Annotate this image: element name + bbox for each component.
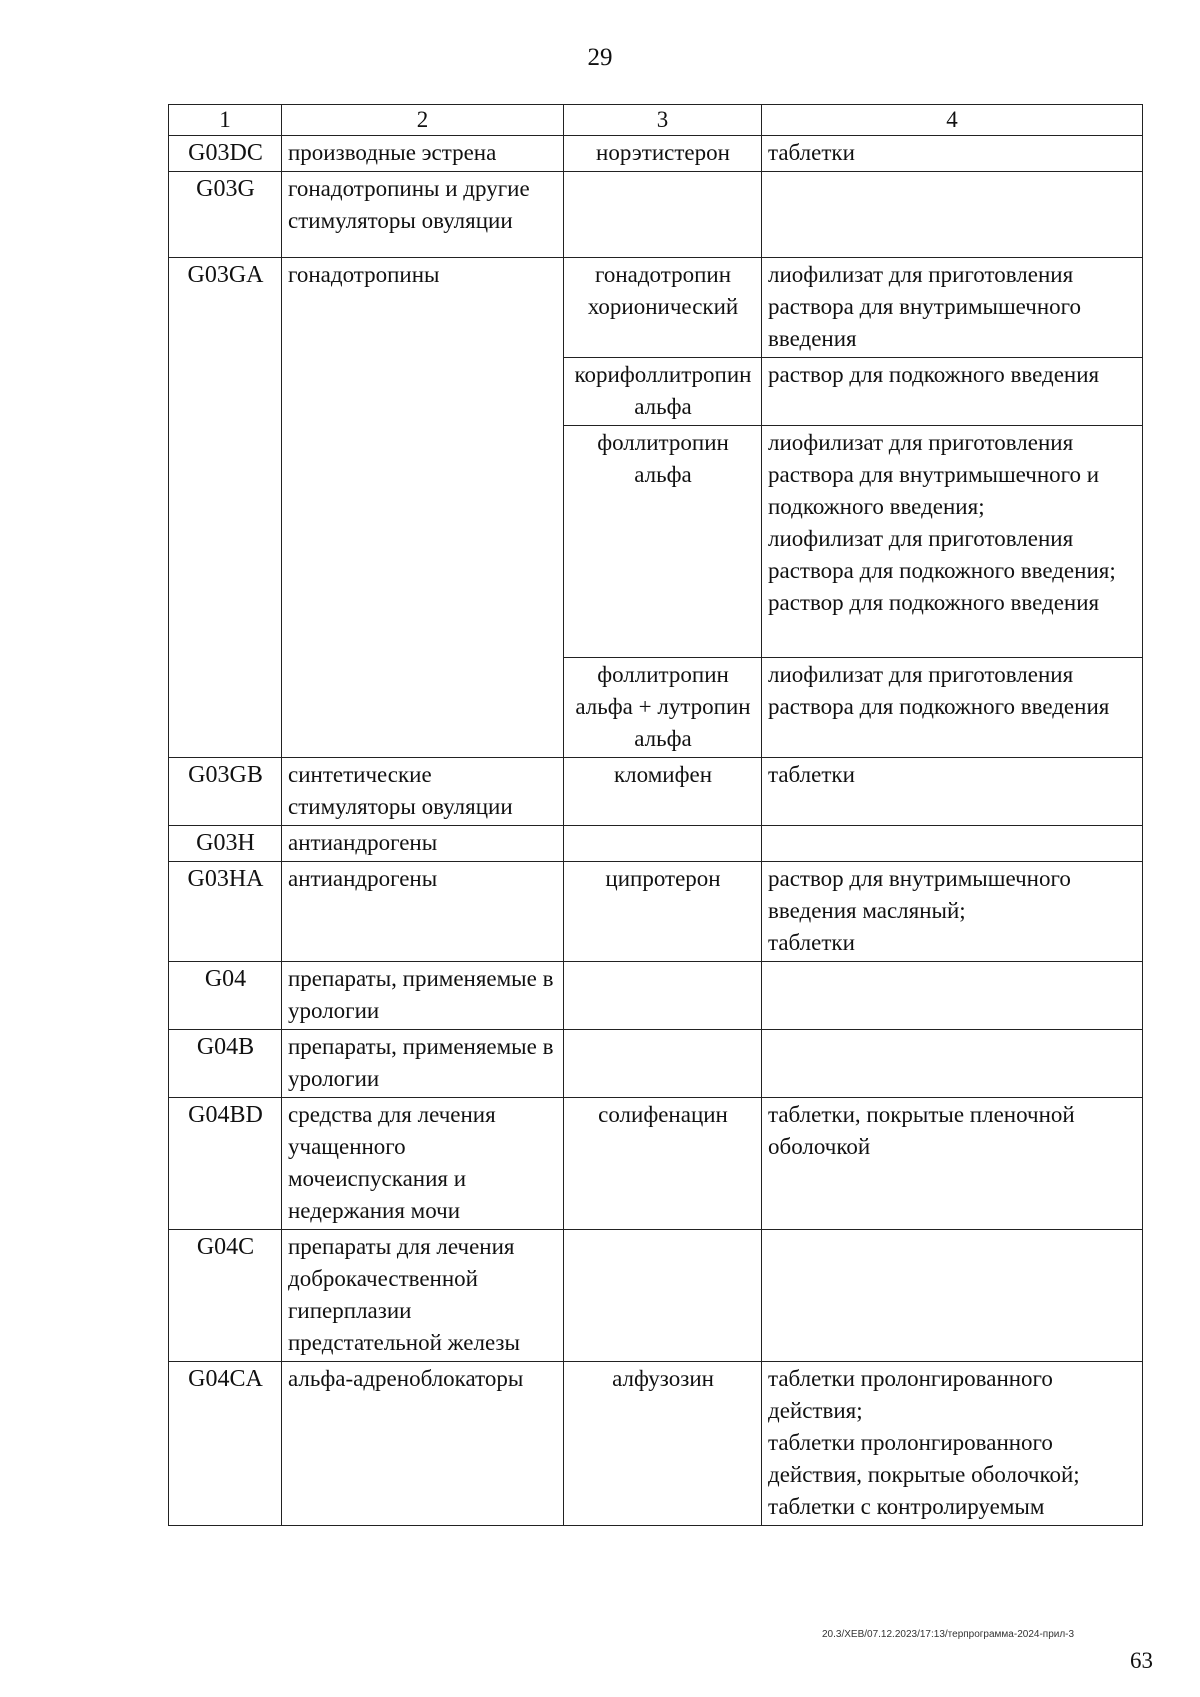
table-row: [169, 136, 1143, 172]
dosage-forms-cell: [762, 258, 1143, 358]
table-row: [169, 172, 1143, 258]
dosage-form-item: таблетки пролонгированного действия, покрытые оболочкой;: [768, 1430, 1080, 1487]
table-header-row: [169, 105, 1143, 136]
atc-code-cell: G04: [169, 962, 282, 1030]
pharmacological-group-cell: препараты, применяемые в урологии: [282, 1030, 564, 1098]
dosage-forms-cell: [762, 1030, 1143, 1098]
dosage-form-item: лиофилизат для приготовления раствора для подкожного введения;: [768, 526, 1116, 583]
pharmacological-group-cell: гонадотропины и другие стимуляторы овуляции: [282, 172, 564, 258]
dosage-forms-cell: [762, 172, 1143, 258]
pharmacological-group-cell: производные эстрена: [282, 136, 564, 172]
pharmacological-group-cell: гонадотропины: [282, 258, 564, 758]
drug-name-cell: корифоллитропин альфа: [564, 358, 762, 426]
drug-name-cell: [564, 826, 762, 862]
table-row: [169, 1030, 1143, 1098]
dosage-forms-cell: [762, 426, 1143, 658]
table-row: [169, 962, 1143, 1030]
dosage-form-item: раствор для внутримышечного введения масляный;: [768, 866, 1071, 923]
pharmacological-group-cell: альфа-адреноблокаторы: [282, 1362, 564, 1526]
dosage-form-item: таблетки, покрытые пленочной оболочкой: [768, 1102, 1075, 1159]
drug-name-cell: алфузозин: [564, 1362, 762, 1526]
dosage-forms-cell: [762, 862, 1143, 962]
pharmacological-group-cell: препараты для лечения доброкачественной гиперплазии предстательной железы: [282, 1230, 564, 1362]
column-header-code: 1: [169, 105, 282, 136]
atc-code-cell: G04C: [169, 1230, 282, 1362]
dosage-forms-cell: [762, 826, 1143, 862]
pharmacological-group-cell: препараты, применяемые в урологии: [282, 962, 564, 1030]
dosage-form-item: таблетки с контролируемым: [768, 1494, 1045, 1519]
dosage-forms-cell: [762, 1362, 1143, 1526]
atc-code-cell: G03GA: [169, 258, 282, 758]
pharmacological-group-cell: антиандрогены: [282, 826, 564, 862]
drug-name-cell: [564, 1030, 762, 1098]
drug-name-cell: фоллитропин альфа: [564, 426, 762, 658]
pharmacological-group-cell: средства для лечения учащенного мочеиспускания и недержания мочи: [282, 1098, 564, 1230]
atc-code-cell: G04CA: [169, 1362, 282, 1526]
column-header-forms: 4: [762, 105, 1143, 136]
drug-name-cell: солифенацин: [564, 1098, 762, 1230]
drug-name-cell: гонадотропин хорионический: [564, 258, 762, 358]
dosage-forms-cell: [762, 136, 1143, 172]
atc-code-cell: G03G: [169, 172, 282, 258]
dosage-form-item: лиофилизат для приготовления раствора для внутримышечного и подкожного введения;: [768, 430, 1100, 519]
atc-code-cell: G04BD: [169, 1098, 282, 1230]
drug-name-cell: [564, 172, 762, 258]
atc-code-cell: G03HA: [169, 862, 282, 962]
dosage-form-item: таблетки: [768, 762, 855, 787]
drug-name-cell: норэтистерон: [564, 136, 762, 172]
drug-name-cell: ципротерон: [564, 862, 762, 962]
table-row: [169, 862, 1143, 962]
sheet-number: 63: [1130, 1648, 1153, 1673]
atc-code-cell: G03H: [169, 826, 282, 862]
atc-code-cell: G03GB: [169, 758, 282, 826]
atc-code-cell: G03DC: [169, 136, 282, 172]
page-number: 29: [587, 44, 613, 71]
drug-name-cell: [564, 962, 762, 1030]
dosage-forms-cell: [762, 658, 1143, 758]
column-header-group: 2: [282, 105, 564, 136]
pharmacological-group-cell: синтетические стимуляторы овуляции: [282, 758, 564, 826]
drug-name-cell: кломифен: [564, 758, 762, 826]
dosage-forms-cell: [762, 358, 1143, 426]
dosage-form-item: лиофилизат для приготовления раствора для внутримышечного введения: [768, 262, 1082, 351]
drug-list-table: [168, 104, 1143, 1526]
table-row: [169, 258, 1143, 358]
column-header-inn: 3: [564, 105, 762, 136]
drug-name-cell: фоллитропин альфа + лутропин альфа: [564, 658, 762, 758]
dosage-forms-cell: [762, 1230, 1143, 1362]
drug-name-cell: [564, 1230, 762, 1362]
table-row: [169, 1098, 1143, 1230]
dosage-form-item: таблетки пролонгированного действия;: [768, 1366, 1053, 1423]
table-body: [169, 136, 1143, 1526]
dosage-form-item: таблетки: [768, 930, 855, 955]
document-reference: 20.3/ХЕВ/07.12.2023/17:13/терпрограмма-2024-прил-3: [822, 1629, 1075, 1640]
table-row: [169, 1230, 1143, 1362]
dosage-form-item: лиофилизат для приготовления раствора для подкожного введения: [768, 662, 1110, 719]
pharmacological-group-cell: антиандрогены: [282, 862, 564, 962]
dosage-forms-cell: [762, 962, 1143, 1030]
dosage-forms-cell: [762, 758, 1143, 826]
table-row: [169, 758, 1143, 826]
atc-code-cell: G04B: [169, 1030, 282, 1098]
dosage-forms-cell: [762, 1098, 1143, 1230]
table-row: [169, 826, 1143, 862]
table-row: [169, 1362, 1143, 1526]
dosage-form-item: таблетки: [768, 140, 855, 165]
dosage-form-item: раствор для подкожного введения: [768, 590, 1100, 615]
dosage-form-item: раствор для подкожного введения: [768, 362, 1100, 387]
